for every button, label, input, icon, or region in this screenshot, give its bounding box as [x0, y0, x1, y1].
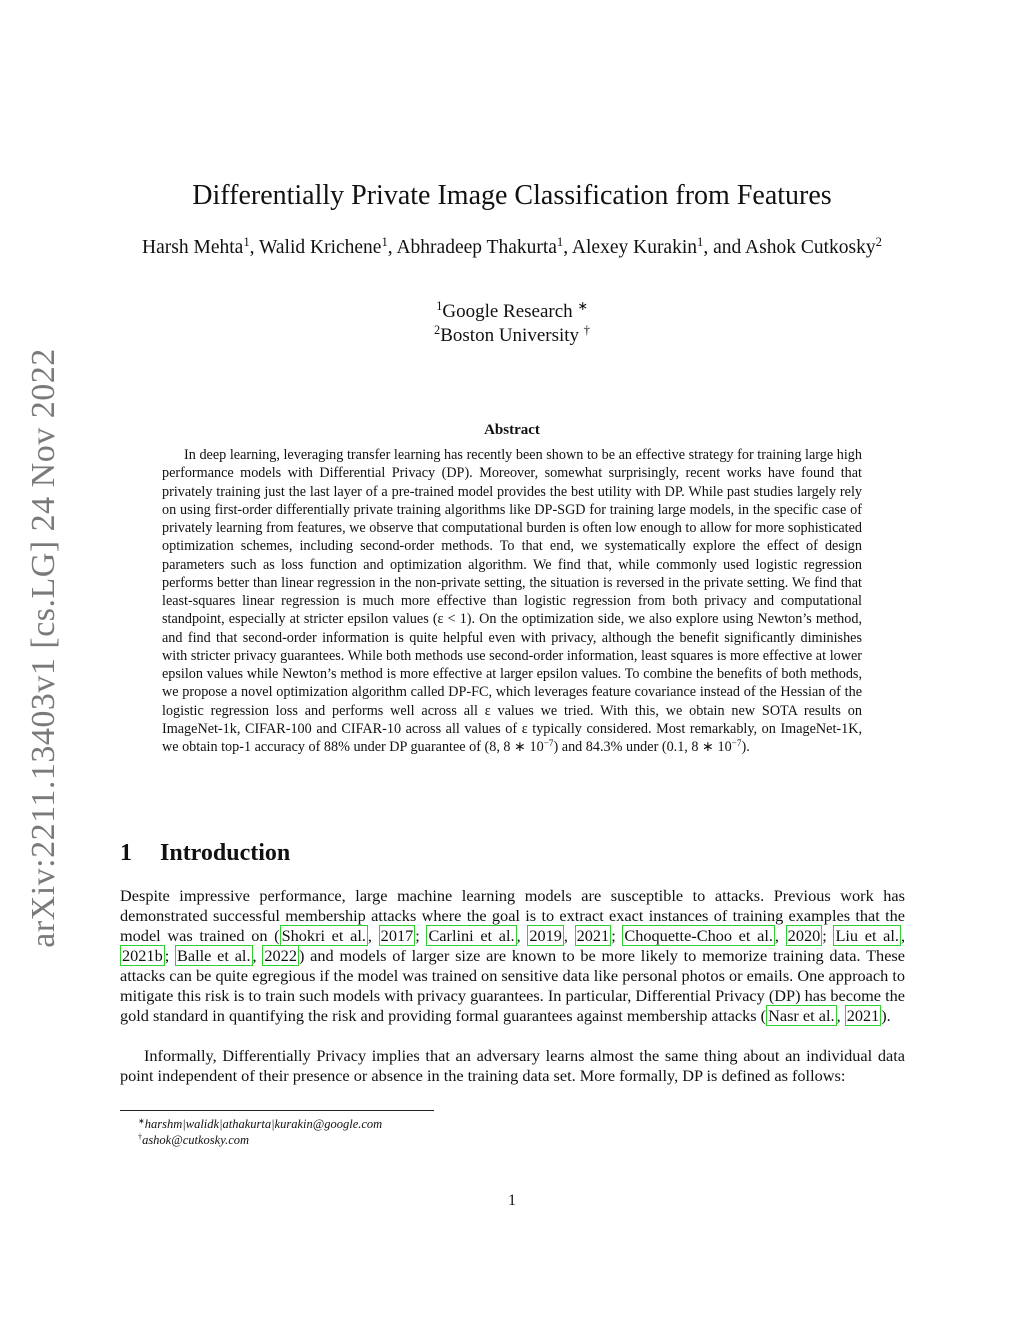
body-paragraph: [120, 886, 905, 1026]
footnote: [138, 1132, 249, 1148]
separator: ,: [836, 1006, 845, 1025]
paper-title: Differentially Private Image Classification from Features: [192, 180, 832, 211]
footnote-marker[interactable]: ∗: [577, 299, 588, 314]
author-name: , Walid Krichene: [249, 237, 382, 258]
separator: ;: [415, 926, 427, 945]
author-list: [140, 236, 884, 260]
separator: ;: [822, 926, 834, 945]
citation-link[interactable]: 2021: [576, 926, 610, 945]
author-name: , Alexey Kurakin: [563, 237, 698, 258]
separator: ,: [367, 926, 379, 945]
author-name: , Abhradeep Thakurta: [387, 237, 557, 258]
abstract-body: [162, 446, 862, 756]
abstract-text: ).: [741, 739, 750, 755]
exponent: −7: [543, 737, 554, 748]
affiliation-name: Boston University: [440, 325, 584, 346]
affiliation-google: [0, 300, 1024, 324]
separator: ,: [516, 926, 528, 945]
citation-link[interactable]: Nasr et al.: [768, 1006, 835, 1025]
affiliation-marker: 1: [381, 235, 388, 250]
footnote: [138, 1116, 382, 1132]
affiliation-marker: 1: [436, 299, 443, 314]
separator: ;: [611, 926, 623, 945]
section-number: 1: [120, 840, 132, 866]
arxiv-identifier-stamp: arXiv:2211.13403v1 [cs.LG] 24 Nov 2022: [25, 348, 62, 948]
affiliation-name: Google Research: [442, 301, 578, 322]
separator: ;: [164, 946, 176, 965]
footnote-email[interactable]: harshm|walidk|athakurta|kurakin@google.com: [144, 1117, 383, 1131]
paragraph-text: Despite impressive performance, large machine learning models are susceptible to attacks. Previous work has demonstrated successful membership attacks where the goal is to extract exact instances of training examples that the model was trained on (: [120, 886, 905, 945]
citation-link[interactable]: 2017: [380, 926, 414, 945]
citation-link[interactable]: Choquette-Choo et al.: [624, 926, 773, 945]
footnote-marker: ∗: [138, 1116, 145, 1126]
abstract-heading: Abstract: [484, 422, 540, 438]
citation-link[interactable]: 2022: [264, 946, 297, 965]
citation-link[interactable]: 2019: [529, 926, 562, 945]
affiliation-marker: 1: [243, 235, 250, 250]
abstract-text: ) and 84.3% under (0.1, 8 ∗ 10: [553, 739, 732, 755]
affiliation-marker: 1: [556, 235, 564, 250]
affiliation-list: [0, 300, 1024, 348]
separator: ,: [900, 926, 906, 945]
paragraph-text: ).: [881, 1006, 891, 1025]
separator: ,: [252, 946, 263, 965]
affiliation-marker: 2: [434, 323, 441, 338]
author-name: Harsh Mehta: [142, 237, 244, 258]
citation-link[interactable]: Shokri et al.: [281, 926, 366, 945]
footnote-email[interactable]: ashok@cutkosky.com: [142, 1133, 250, 1147]
body-paragraph: Informally, Differentially Privacy implies that an adversary learns almost the same thing about an individual data point independent of their presence or absence in the training data set. More formally, DP is defined as follows:: [120, 1046, 905, 1085]
citation-link[interactable]: 2021: [846, 1006, 880, 1025]
affiliation-marker: 1: [697, 235, 704, 250]
abstract-text: In deep learning, leveraging transfer learning has recently been shown to be an effective strategy for training large high performance models with Differential Privacy (DP). Moreover, somewhat surprisingly, recent works have found that privately training just the last layer of a pre-trained model provides the best utility with DP. While past studies largely rely on using first-order differentially private training algorithms like DP-SGD for training large models, in the specific case of privately learning from features, we observe that computational burden is often low enough to allow for more sophisticated optimization schemes, including second-order methods. To that end, we systematically explore the effect of design parameters such as loss function and optimization algorithm. We find that, while commonly used logistic regression performs better than linear regression in the non-private setting, the situation is reversed in the private setting. We find that least-squares linear regression is much more effective than logistic regression from both privacy and computational standpoint, especially at stricter epsilon values (ε < 1). On the optimization side, we also explore using Newton’s method, and find that second-order information is quite helpful even with privacy, although the benefit significantly diminishes with stricter privacy guarantees. While both methods use second-order information, least squares is more effective at lower epsilon values while Newton’s method is more effective at larger epsilon values. To combine the benefits of both methods, we propose a novel optimization algorithm called DP-FC, which leverages feature covariance instead of the Hessian of the logistic regression loss and performs well across all ε values we tried. With this, we obtain new SOTA results on ImageNet-1k, CIFAR-100 and CIFAR-10 across all values of ε typically considered. Most remarkably, on ImageNet-1K, we obtain top-1 accuracy of 88% under DP guarantee of (8, 8 ∗ 10: [162, 447, 862, 755]
page-number: 1: [508, 1192, 516, 1209]
affiliation-marker: 2: [875, 235, 882, 250]
author-name: , and Ashok Cutkosky: [703, 237, 876, 258]
citation-link[interactable]: Balle et al.: [177, 946, 251, 965]
citation-link[interactable]: 2020: [787, 926, 821, 945]
affiliation-bu: [0, 324, 1024, 348]
exponent: −7: [731, 737, 742, 748]
footnote-marker: †: [138, 1132, 143, 1142]
section-heading: [120, 840, 290, 867]
separator: ,: [563, 926, 575, 945]
footnote-divider: [120, 1110, 434, 1111]
section-title: Introduction: [160, 840, 291, 866]
paragraph-text: ) and models of larger size are known to be more likely to memorize training data. These attacks can be quite egregious if the model was trained on sensitive data like personal photos or emails. One approach to mitigate this risk is to train such models with privacy guarantees. In particular, Differential Privacy (DP) has become the gold standard in quantifying the risk and providing formal guarantees against membership attacks (: [120, 946, 905, 1025]
separator: ,: [774, 926, 786, 945]
citation-link[interactable]: Liu et al.: [835, 926, 899, 945]
citation-link[interactable]: 2021b: [122, 946, 163, 965]
footnote-marker[interactable]: †: [583, 323, 590, 338]
citation-link[interactable]: Carlini et al.: [428, 926, 515, 945]
